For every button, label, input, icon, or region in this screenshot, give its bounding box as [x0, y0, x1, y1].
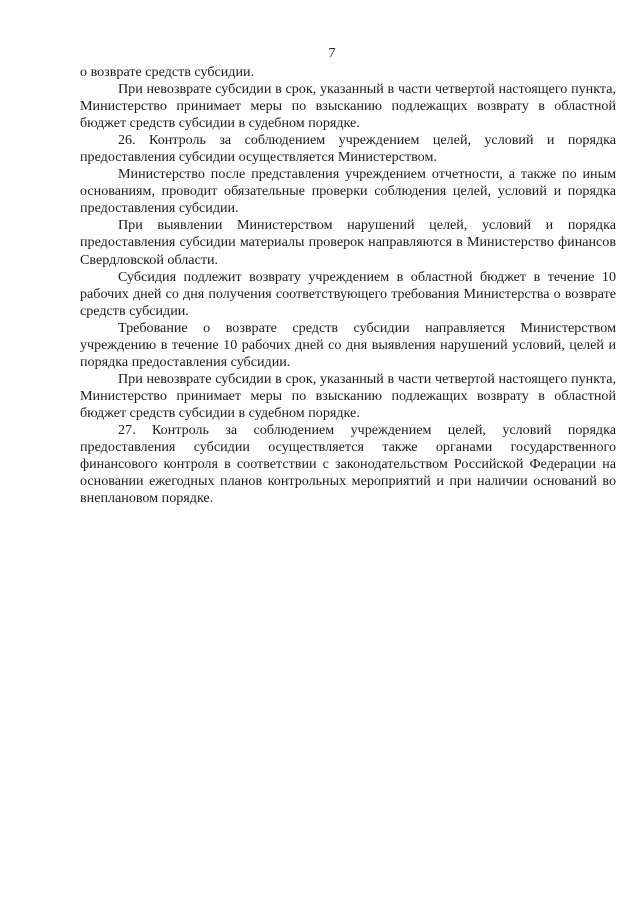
paragraph: Министерство после представления учреждением отчетности, а также по иным основаниям, проводит обязательные проверки соблюдения целей, условий и порядка предоставления субсидии.	[80, 166, 616, 217]
paragraph: о возврате средств субсидии.	[80, 64, 255, 80]
document-body	[80, 64, 616, 507]
paragraph: Требование о возврате средств субсидии направляется Министерством учреждению в течение 10 рабочих дней со дня выявления нарушений условий, целей и порядка предоставления субсидии.	[80, 319, 616, 370]
paragraph: При невозврате субсидии в срок, указанный в части четвертой настоящего пункта, Министерство принимает меры по взысканию подлежащих возврату в областной бюджет средств субсидии в судебном порядке.	[80, 370, 616, 421]
paragraph: При невозврате субсидии в срок, указанный в части четвертой настоящего пункта, Министерство принимает меры по взысканию подлежащих возврату в областной бюджет средств субсидии в судебном порядке.	[80, 81, 616, 132]
page-number: 7	[328, 46, 336, 61]
paragraph: При выявлении Министерством нарушений целей, условий и порядка предоставления субсидии материалы проверок направляются в Министерство финансов Свердловской области.	[80, 217, 616, 268]
paragraph-clause-27: 27. Контроль за соблюдением учреждением целей, условий порядка предоставления субсидии осуществляется также органами государственного финансового контроля в соответствии с законодательством Российской Федерации на основании ежегодных планов контрольных мероприятий и при наличии оснований во внеплановом порядке.	[80, 421, 616, 507]
paragraph: Субсидия подлежит возврату учреждением в областной бюджет в течение 10 рабочих дней со дня получения соответствующего требования Министерства о возврате средств субсидии.	[80, 268, 616, 319]
paragraph-clause-26: 26. Контроль за соблюдением учреждением целей, условий и порядка предоставления субсидии осуществляется Министерством.	[80, 132, 616, 166]
